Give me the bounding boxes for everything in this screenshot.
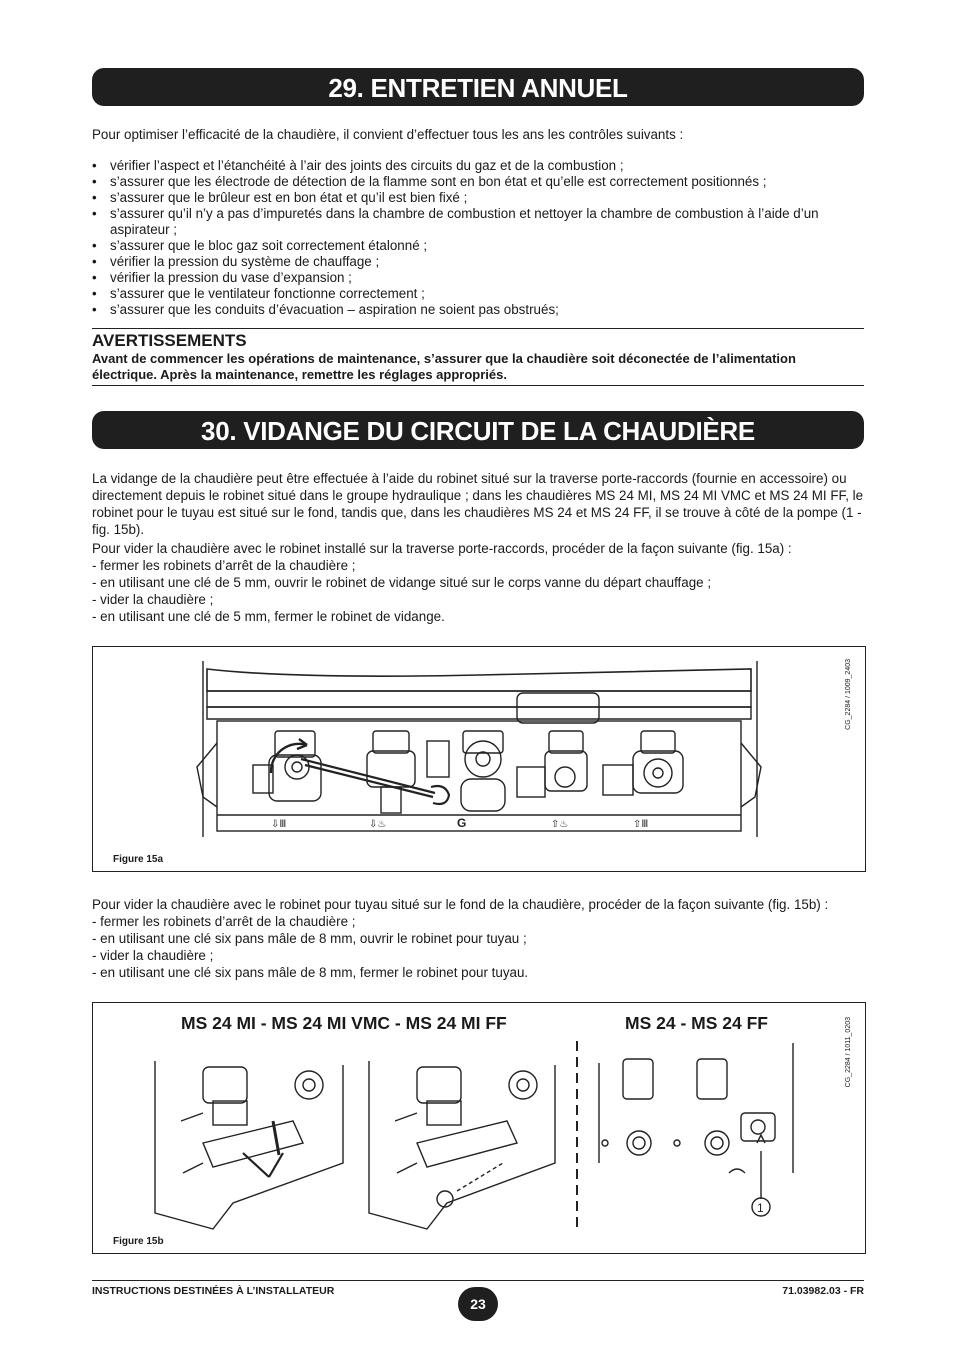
text-line: - vider la chaudière ; [92, 592, 214, 607]
drain-valve-illustration [93, 1003, 865, 1253]
list-item: • s’assurer que le bloc gaz soit correctement étalonné ; [92, 238, 864, 254]
maintenance-checklist [92, 158, 864, 318]
text-line: - fermer les robinets d’arrêt de la chaudière ; [92, 558, 356, 573]
section-30-title: 30. VIDANGE DU CIRCUIT DE LA CHAUDIÈRE [92, 411, 864, 449]
svg-text:⇧Ⅲ: ⇧Ⅲ [633, 819, 649, 830]
list-item: • s’assurer que le brûleur est en bon état et qu’il est bien fixé ; [92, 190, 864, 206]
list-item: • vérifier la pression du vase d’expansion ; [92, 270, 864, 286]
panel-ms24mi-key [155, 1061, 343, 1229]
figure-caption: Figure 15a [113, 854, 164, 865]
svg-text:⇧♨: ⇧♨ [551, 819, 569, 830]
text-line: - vider la chaudière ; [92, 948, 214, 963]
footer-left-text: INSTRUCTIONS DESTINÉES À L’INSTALLATEUR [92, 1285, 335, 1297]
svg-text:⇩Ⅲ: ⇩Ⅲ [271, 819, 287, 830]
list-item: • vérifier l’aspect et l’étanchéité à l’air des joints des circuits du gaz et de la combustion ; [92, 158, 864, 174]
text-line: Pour vider la chaudière avec le robinet installé sur la traverse porte-raccords, procéder de la façon suivante (fig. 15a) : [92, 541, 792, 556]
page-number: 23 [458, 1287, 498, 1321]
list-item: • s’assurer qu’il n’y a pas d’impuretés dans la chambre de combustion et nettoyer la chambre de combustion à l’aide d’un aspirateur ; [92, 206, 864, 238]
warning-box [92, 328, 864, 386]
footer-rule [92, 1280, 864, 1281]
list-item: • s’assurer que les électrode de détection de la flamme sont en bon état et qu’elle est correctement positionnés ; [92, 174, 864, 190]
text-line: Pour vider la chaudière avec le robinet pour tuyau situé sur le fond de la chaudière, procéder de la façon suivante (fig. 15b) : [92, 897, 829, 912]
text-line: - en utilisant une clé six pans mâle de 8 mm, ouvrir le robinet pour tuyau ; [92, 931, 527, 946]
text-line: - fermer les robinets d’arrêt de la chaudière ; [92, 914, 356, 929]
figure-code: CG_2284 / 1009_2403 [845, 659, 852, 730]
panel-ms24mi [369, 1061, 555, 1229]
gas-symbol: G [457, 816, 467, 830]
footer-document-code: 71.03982.03 - FR [782, 1285, 864, 1297]
warning-text: Avant de commencer les opérations de maintenance, s’assurer que la chaudière soit déconectée de l’alimentation électrique. Après la maintenance, remettre les réglages appropriés. [92, 351, 796, 382]
svg-text:⇩♨: ⇩♨ [369, 819, 387, 830]
figure-left-heading: MS 24 MI - MS 24 MI VMC - MS 24 MI FF [181, 1013, 507, 1033]
text-line: - en utilisant une clé de 5 mm, fermer le robinet de vidange. [92, 609, 445, 624]
list-item: • vérifier la pression du système de chauffage ; [92, 254, 864, 270]
warning-title: AVERTISSEMENTS [92, 331, 247, 350]
boiler-connections-illustration [93, 647, 865, 871]
text-line: - en utilisant une clé six pans mâle de 8 mm, fermer le robinet pour tuyau. [92, 965, 529, 980]
section-30-paragraph-1: La vidange de la chaudière peut être effectuée à l’aide du robinet situé sur la traverse porte-raccords (fournie en accessoire) ou directement depuis le robinet situé dans le groupe hydraulique ; dans les chaudières MS 24 MI, MS 24 MI VMC et MS 24 MI FF, le robinet pour le tuyau est situé sur le fond, tandis que, dans les chaudières MS 24 et MS 24 FF, il se trouve à côté de la pompe (1 - fig. 15b). [92, 471, 864, 537]
figure-code: CG_2284 / 1011_0203 [845, 1017, 852, 1088]
section-30-steps-15b [92, 896, 864, 981]
figure-15a [92, 646, 866, 872]
figure-right-heading: MS 24 - MS 24 FF [625, 1013, 768, 1033]
fitting-cold-water [517, 731, 587, 797]
list-item: • s’assurer que les conduits d’évacuation – aspiration ne soient pas obstrués; [92, 302, 864, 318]
text-line: - en utilisant une clé de 5 mm, ouvrir le robinet de vidange situé sur le corps vanne du départ chauffage ; [92, 575, 712, 590]
fitting-hot-water [367, 731, 415, 813]
list-item: • s’assurer que le ventilateur fonctionne correctement ; [92, 286, 864, 302]
figure-15b [92, 1002, 866, 1254]
section-30-steps-15a [92, 540, 864, 625]
fitting-gas [427, 731, 505, 811]
fitting-heating-return [603, 731, 683, 795]
figure-caption: Figure 15b [113, 1236, 164, 1247]
callout-number: 1 [757, 1201, 764, 1215]
panel-ms24 [599, 1043, 793, 1199]
section-29-title: 29. ENTRETIEN ANNUEL [92, 68, 864, 106]
section-29-intro: Pour optimiser l’efficacité de la chaudière, il convient d’effectuer tous les ans les contrôles suivants : [92, 127, 684, 142]
